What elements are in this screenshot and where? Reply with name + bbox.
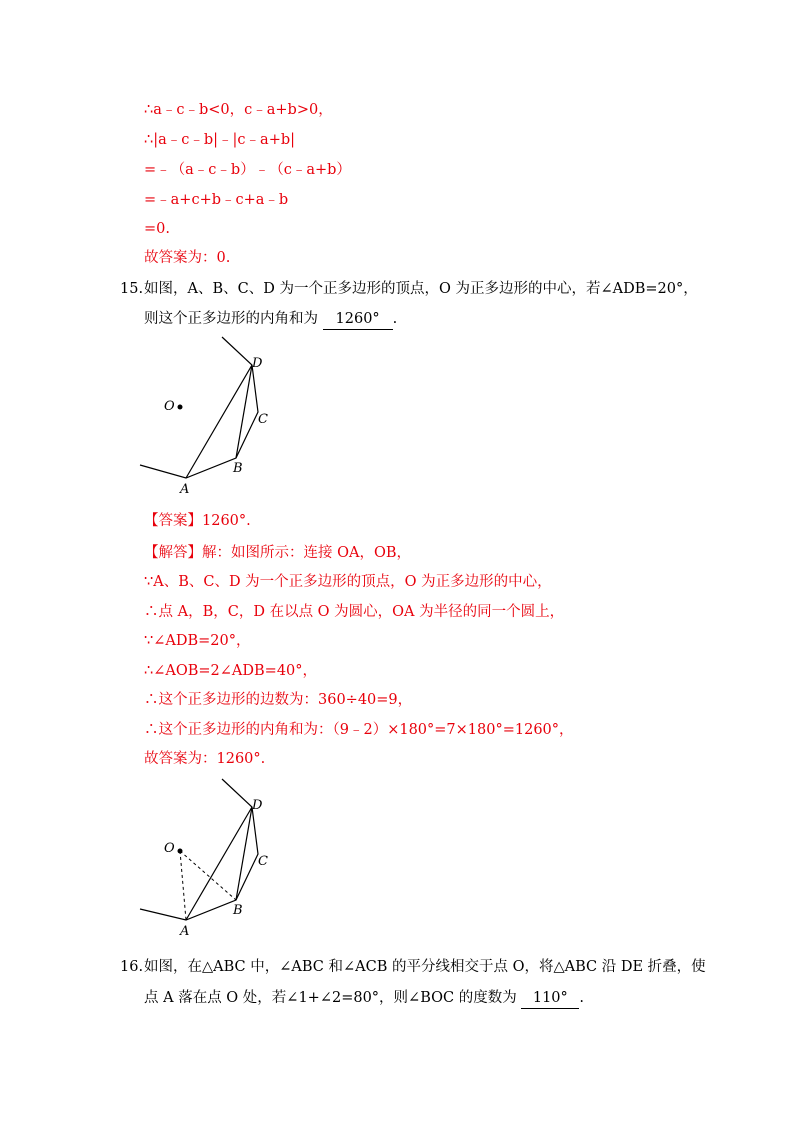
question-15-solution-line-5: ∴∠AOB=2∠ADB=40°，: [144, 663, 318, 679]
solution-figure-label-a: A: [180, 924, 190, 939]
prev-solution-line-3: =﹣（a﹣c﹣b）﹣（c﹣a+b）: [144, 162, 351, 178]
question-15-text-line-2: [144, 309, 397, 330]
question-15-solution-line-3: ∴点 A，B，C，D 在以点 O 为圆心，OA 为半径的同一个圆上，: [144, 604, 565, 620]
question-15-solution-line-2: ∵A、B、C、D 为一个正多边形的顶点，O 为正多边形的中心，: [144, 574, 552, 590]
prev-solution-line-2: ∴|a﹣c﹣b|﹣|c﹣a+b|: [144, 132, 296, 148]
prev-solution-line-4: =﹣a+c+b﹣c+a﹣b: [144, 192, 289, 208]
question-16-text-line-2: [144, 988, 584, 1009]
question-16-answer-blank: 110°: [521, 988, 579, 1009]
question-16-text-prefix: 点 A 落在点 O 处，若∠1+∠2=80°，则∠BOC 的度数为: [144, 990, 517, 1006]
figure-label-b: B: [233, 461, 243, 476]
figure-label-d: D: [252, 356, 263, 371]
question-15-solution-line-8: 故答案为：1260°.: [144, 751, 266, 767]
solution-figure-label-d: D: [252, 798, 263, 813]
question-16-number: 16.: [120, 959, 144, 975]
question-15-solution-line-4: ∵∠ADB=20°，: [144, 633, 251, 649]
question-15-figure: [130, 330, 290, 500]
question-15-text-suffix: .: [392, 311, 398, 327]
question-16-text-suffix: .: [579, 990, 584, 1006]
question-15-solution-line-6: ∴这个正多边形的边数为：360÷40=9，: [144, 692, 413, 708]
prev-solution-line-6: 故答案为：0.: [144, 250, 231, 266]
solution-figure-label-o: O: [164, 841, 175, 856]
figure-label-a: A: [180, 482, 190, 497]
prev-solution-line-1: ∴a﹣c﹣b<0，c﹣a+b>0，: [144, 102, 333, 118]
question-15-text-line-1: 如图，A、B、C、D 为一个正多边形的顶点，O 为正多边形的中心，若∠ADB=20°，: [144, 281, 698, 297]
question-15-solution-line-1: 【解答】解：如图所示：连接 OA，OB，: [144, 545, 412, 561]
question-15-solution-line-7: ∴这个正多边形的内角和为：（9﹣2）×180°=7×180°=1260°，: [144, 722, 574, 738]
question-16-text-line-1: 如图，在△ABC 中，∠ABC 和∠ACB 的平分线相交于点 O，将△ABC 沿 DE 折叠，使: [144, 959, 706, 975]
question-15-solution-figure: [130, 772, 290, 942]
question-15-answer-blank: 1260°: [323, 309, 393, 330]
question-15-answer: 【答案】1260°.: [144, 513, 251, 529]
figure-label-o: O: [164, 399, 175, 414]
question-15-text-prefix: 则这个正多边形的内角和为: [144, 311, 318, 327]
question-15-number: 15.: [120, 281, 144, 297]
solution-figure-label-b: B: [233, 903, 243, 918]
solution-figure-label-c: C: [258, 854, 268, 869]
figure-label-c: C: [258, 412, 268, 427]
prev-solution-line-5: =0.: [144, 221, 170, 237]
